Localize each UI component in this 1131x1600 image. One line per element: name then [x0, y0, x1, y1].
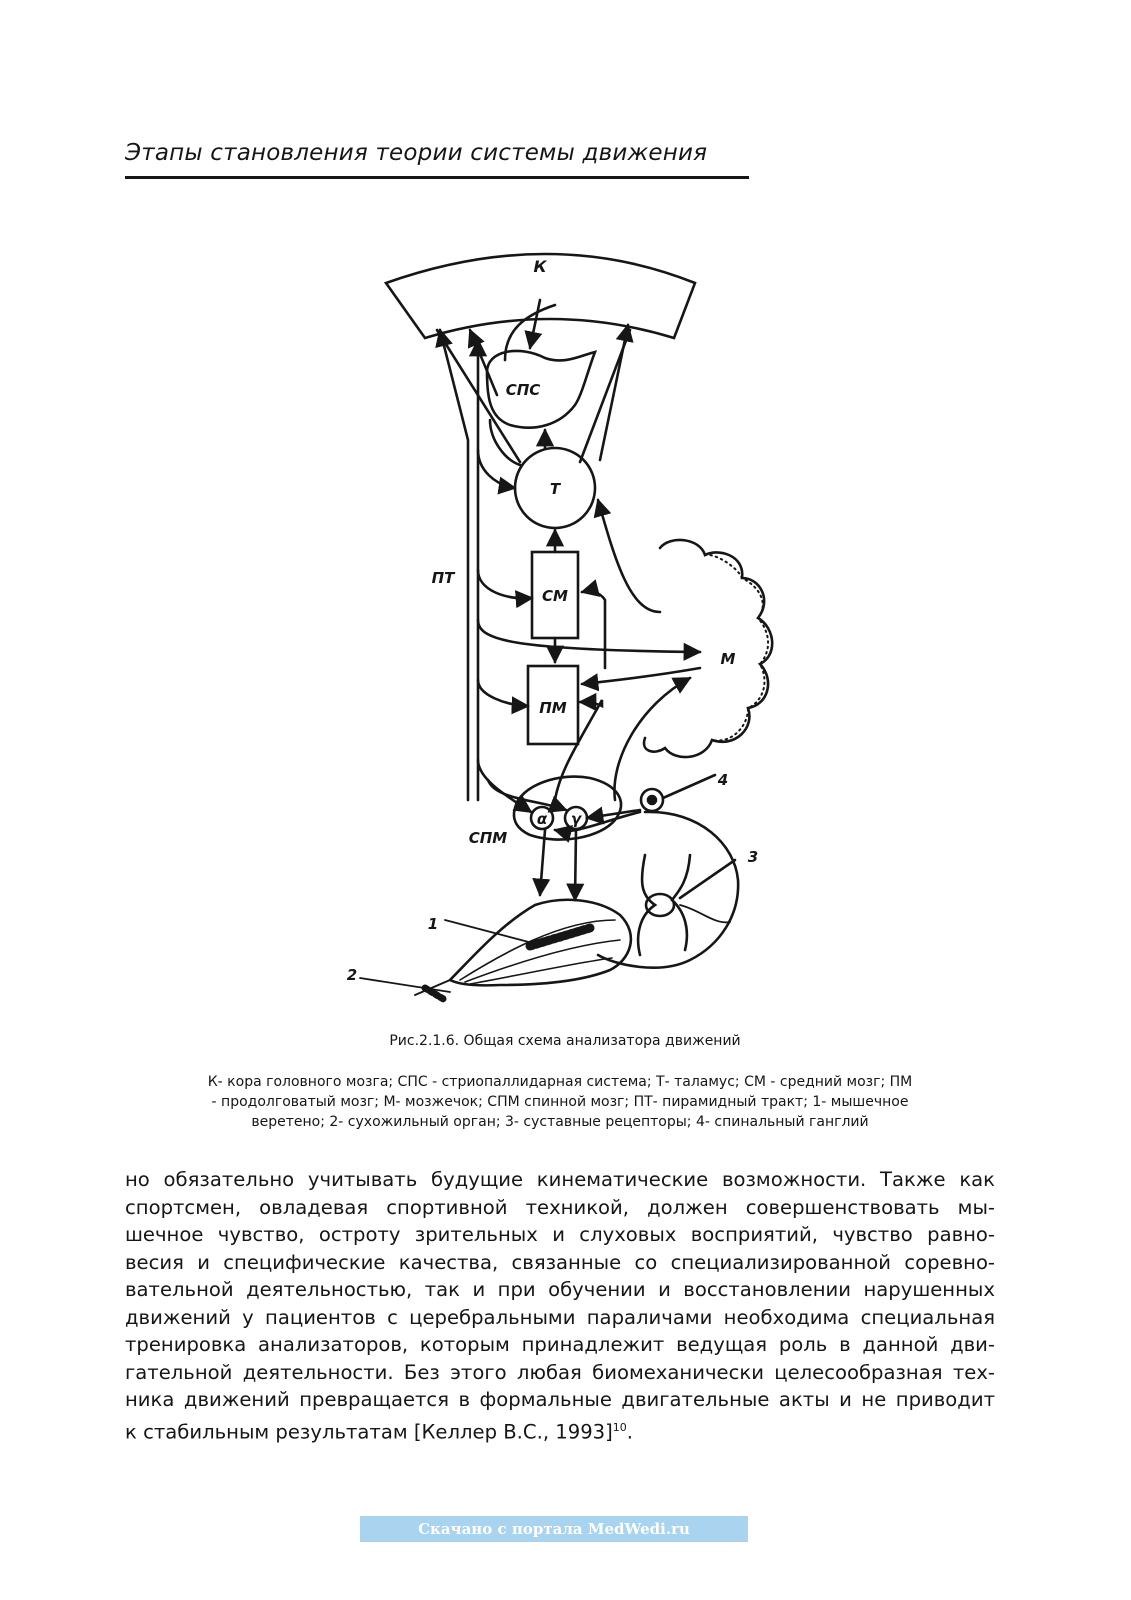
body-paragraph: [125, 1166, 995, 1446]
cerebellum-cloud: [644, 540, 772, 757]
body-line: вательной деятельностью, так и при обучении и восстановлении нарушенных: [125, 1278, 995, 1301]
body-line: шечное чувство, остроту зрительных и слуховых восприятий, чувство равно-: [125, 1223, 995, 1246]
body-last-line: [125, 1414, 995, 1446]
watermark-banner: Скачано с портала MedWedi.ru: [360, 1516, 748, 1542]
body-last-line-end: .: [626, 1420, 634, 1444]
figure-legend: [130, 1072, 990, 1132]
movement-analyzer-diagram: [330, 240, 800, 1040]
legend-line: веретено; 2- сухожильный орган; 3- суставные рецепторы; 4- спинальный ганглий: [251, 1114, 869, 1130]
label-m: М: [720, 650, 736, 668]
figure-caption: Рис.2.1.6. Общая схема анализатора движений: [389, 1033, 741, 1049]
running-head: Этапы становления теории системы движения: [125, 140, 708, 166]
body-line: тренировка анализаторов, которым принадлежит ведущая роль в данной дви-: [125, 1333, 995, 1356]
label-t: Т: [549, 480, 561, 498]
label-alpha: α: [536, 810, 548, 828]
body-line: весия и специфические качества, связанные со специализированной соревно-: [125, 1250, 995, 1274]
label-sm: СМ: [542, 587, 568, 605]
label-n4: 4: [717, 771, 729, 789]
sps-shape: [487, 351, 595, 428]
body-line: но обязательно учитывать будущие кинематические возможности. Также как: [125, 1168, 995, 1191]
label-spm: СПМ: [468, 829, 508, 847]
label-n3: 3: [747, 848, 759, 866]
label-sps: СПС: [505, 381, 541, 399]
ganglion-inner: [648, 796, 656, 804]
label-n2: 2: [346, 966, 358, 984]
label-pt: ПТ: [431, 569, 455, 587]
header-rule: [125, 176, 749, 179]
footnote-ref: 10: [612, 1420, 627, 1434]
body-line: движений у пациентов с церебральными параличами необходима специальная: [125, 1305, 995, 1329]
legend-line: К- кора головного мозга; СПС - стриопаллидарная система; Т- таламус; СМ - средний мозг; ПМ: [207, 1074, 913, 1090]
body-line: спортсмен, овладевая спортивной техникой, должен совершенствовать мы-: [125, 1195, 995, 1219]
legend-line: - продолговатый мозг; М- мозжечок; СПМ спинной мозг; ПТ- пирамидный тракт; 1- мышечное: [211, 1094, 909, 1110]
label-n1: 1: [427, 915, 439, 933]
body-line: гательной деятельности. Без этого любая биомеханически целесообразная тех-: [125, 1360, 995, 1384]
label-k: К: [533, 257, 547, 276]
body-last-line-text: к стабильным результатам [Келлер В.С., 1993]: [125, 1420, 613, 1444]
body-line: ника движений превращается в формальные двигательные акты и не приводит: [125, 1388, 995, 1411]
label-pm: ПМ: [539, 699, 567, 717]
label-gamma: γ: [570, 810, 582, 828]
